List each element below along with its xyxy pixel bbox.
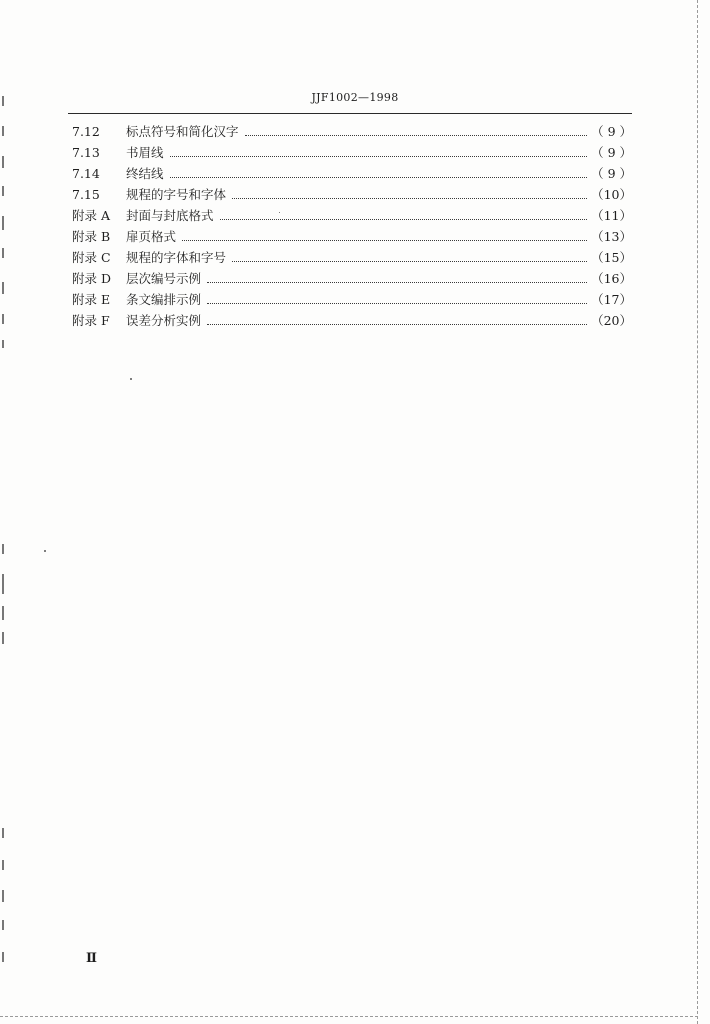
appendix-number: 附录 C xyxy=(72,250,111,265)
binding-mark xyxy=(2,920,4,930)
binding-mark xyxy=(2,544,4,554)
section-number: 7.15 xyxy=(72,187,100,202)
appendix-number: 附录 A xyxy=(72,208,111,223)
appendix-title: 规程的字体和字号 xyxy=(126,250,227,265)
scan-edge-right xyxy=(697,0,698,1024)
scan-speck xyxy=(279,212,280,213)
binding-mark xyxy=(2,282,4,294)
section-title: 规程的字号和字体 xyxy=(126,187,227,202)
appendix-number: 附录 D xyxy=(72,271,111,286)
table-of-contents xyxy=(72,121,632,331)
page-number: （13） xyxy=(591,229,632,244)
dot-leader xyxy=(207,324,587,325)
dot-leader xyxy=(182,240,587,241)
dot-leader xyxy=(170,177,588,178)
toc-entry[interactable] xyxy=(72,184,632,205)
binding-mark xyxy=(2,952,4,962)
dot-leader xyxy=(232,198,587,199)
binding-mark xyxy=(2,860,4,870)
page-number: （ 9 ） xyxy=(591,145,632,160)
toc-entry[interactable] xyxy=(72,142,632,163)
dot-leader xyxy=(245,135,588,136)
binding-mark xyxy=(2,606,4,620)
section-number: 7.13 xyxy=(72,145,100,160)
binding-mark xyxy=(2,314,4,324)
appendix-number: 附录 E xyxy=(72,292,111,307)
dot-leader xyxy=(170,156,588,157)
appendix-title: 扉页格式 xyxy=(126,229,177,244)
toc-entry[interactable] xyxy=(72,121,632,142)
appendix-number: 附录 B xyxy=(72,229,111,244)
dot-leader xyxy=(232,261,587,262)
toc-entry[interactable] xyxy=(72,163,632,184)
appendix-number: 附录 F xyxy=(72,313,110,328)
dot-leader xyxy=(207,303,587,304)
appendix-title: 层次编号示例 xyxy=(126,271,202,286)
binding-mark xyxy=(2,890,4,902)
binding-mark xyxy=(2,828,4,838)
binding-mark xyxy=(2,632,4,644)
toc-entry[interactable] xyxy=(72,310,632,331)
section-number: 7.14 xyxy=(72,166,100,181)
appendix-title: 封面与封底格式 xyxy=(126,208,214,223)
dot-leader xyxy=(220,219,588,220)
page-folio: Ⅱ xyxy=(86,951,97,966)
page-number: （20） xyxy=(591,313,632,328)
page-number: （10） xyxy=(591,187,632,202)
binding-mark xyxy=(2,574,4,594)
page-number: （15） xyxy=(591,250,632,265)
section-title: 终结线 xyxy=(126,166,164,181)
binding-mark xyxy=(2,126,4,136)
header-rule xyxy=(68,113,632,114)
appendix-title: 误差分析实例 xyxy=(126,313,202,328)
binding-mark xyxy=(2,156,4,168)
toc-entry[interactable] xyxy=(72,205,632,226)
section-title: 标点符号和简化汉字 xyxy=(126,124,239,139)
scan-edge-bottom xyxy=(0,1016,698,1017)
scan-speck xyxy=(130,378,132,380)
dot-leader xyxy=(207,282,587,283)
scan-speck xyxy=(44,550,46,552)
toc-entry[interactable] xyxy=(72,226,632,247)
toc-entry[interactable] xyxy=(72,247,632,268)
page-number: （ 9 ） xyxy=(591,166,632,181)
binding-mark xyxy=(2,340,4,348)
binding-mark xyxy=(2,186,4,196)
page-number: （16） xyxy=(591,271,632,286)
toc-entry[interactable] xyxy=(72,289,632,310)
section-title: 书眉线 xyxy=(126,145,164,160)
running-header: JJF1002—1998 xyxy=(311,91,399,104)
page-number: （11） xyxy=(591,208,632,223)
toc-entry[interactable] xyxy=(72,268,632,289)
section-number: 7.12 xyxy=(72,124,100,139)
appendix-title: 条文编排示例 xyxy=(126,292,202,307)
binding-mark xyxy=(2,216,4,230)
binding-mark xyxy=(2,248,4,258)
page-number: （ 9 ） xyxy=(591,124,632,139)
page-number: （17） xyxy=(591,292,632,307)
